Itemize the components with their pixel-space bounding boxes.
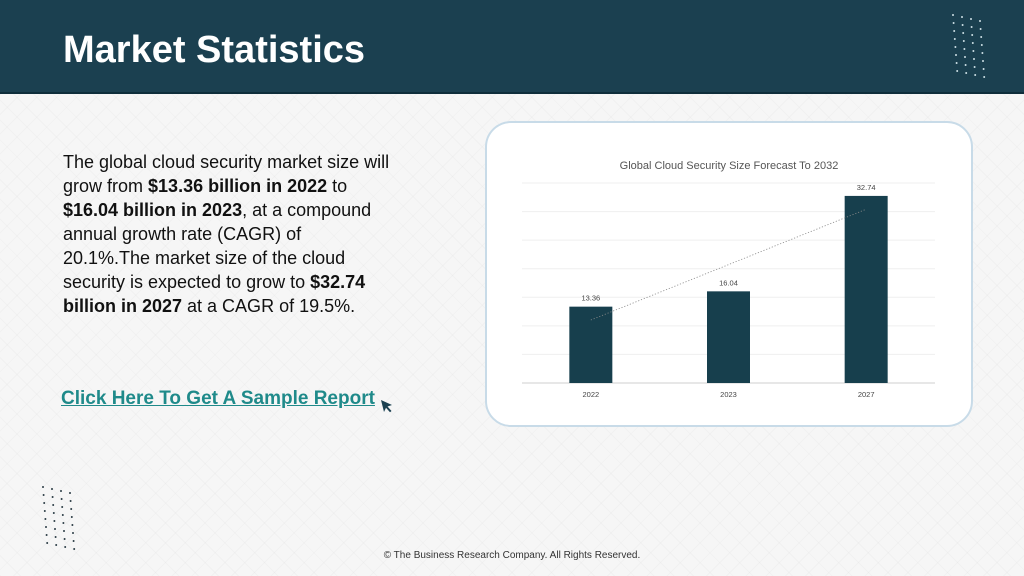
data-label: 16.04 [719, 278, 738, 288]
description-text: , at a compound annual growth rate (CAGR) of 20.1%.The market size of the cloud security is expected to grow to [63, 200, 372, 292]
description-text: at a CAGR of 19.5%. [182, 296, 356, 316]
description-highlight: $13.36 billion in 2022 [148, 176, 328, 196]
data-label: 32.74 [856, 182, 876, 192]
cursor-arrow-icon [378, 397, 396, 415]
description-text: The global cloud security market size will grow from [63, 152, 390, 196]
x-tick-label: 2027 [857, 390, 875, 399]
chart-card [485, 121, 973, 427]
data-label: 13.36 [581, 293, 601, 303]
x-tick-label: 2023 [720, 390, 737, 399]
chart-title: Global Cloud Security Size Forecast To 2032 [619, 160, 839, 172]
copyright-footer: © The Business Research Company. All Rights Reserved. [383, 550, 641, 561]
page-title: Market Statistics [63, 29, 366, 71]
description-highlight: $32.74 billion in 2027 [63, 272, 366, 316]
description-text: to [327, 176, 348, 196]
sample-report-link[interactable]: Click Here To Get A Sample Report [61, 388, 375, 409]
x-tick-label: 2022 [582, 390, 600, 399]
market-description [63, 150, 393, 318]
decorative-dots-icon [40, 484, 84, 554]
header-bar [0, 0, 1024, 94]
bar-chart [487, 123, 971, 425]
bar-2023 [707, 291, 750, 383]
decorative-dots-icon [950, 12, 1000, 84]
bar-2022 [569, 307, 612, 383]
bar-2027 [845, 196, 888, 383]
description-highlight: $16.04 billion in 2023 [63, 200, 243, 220]
